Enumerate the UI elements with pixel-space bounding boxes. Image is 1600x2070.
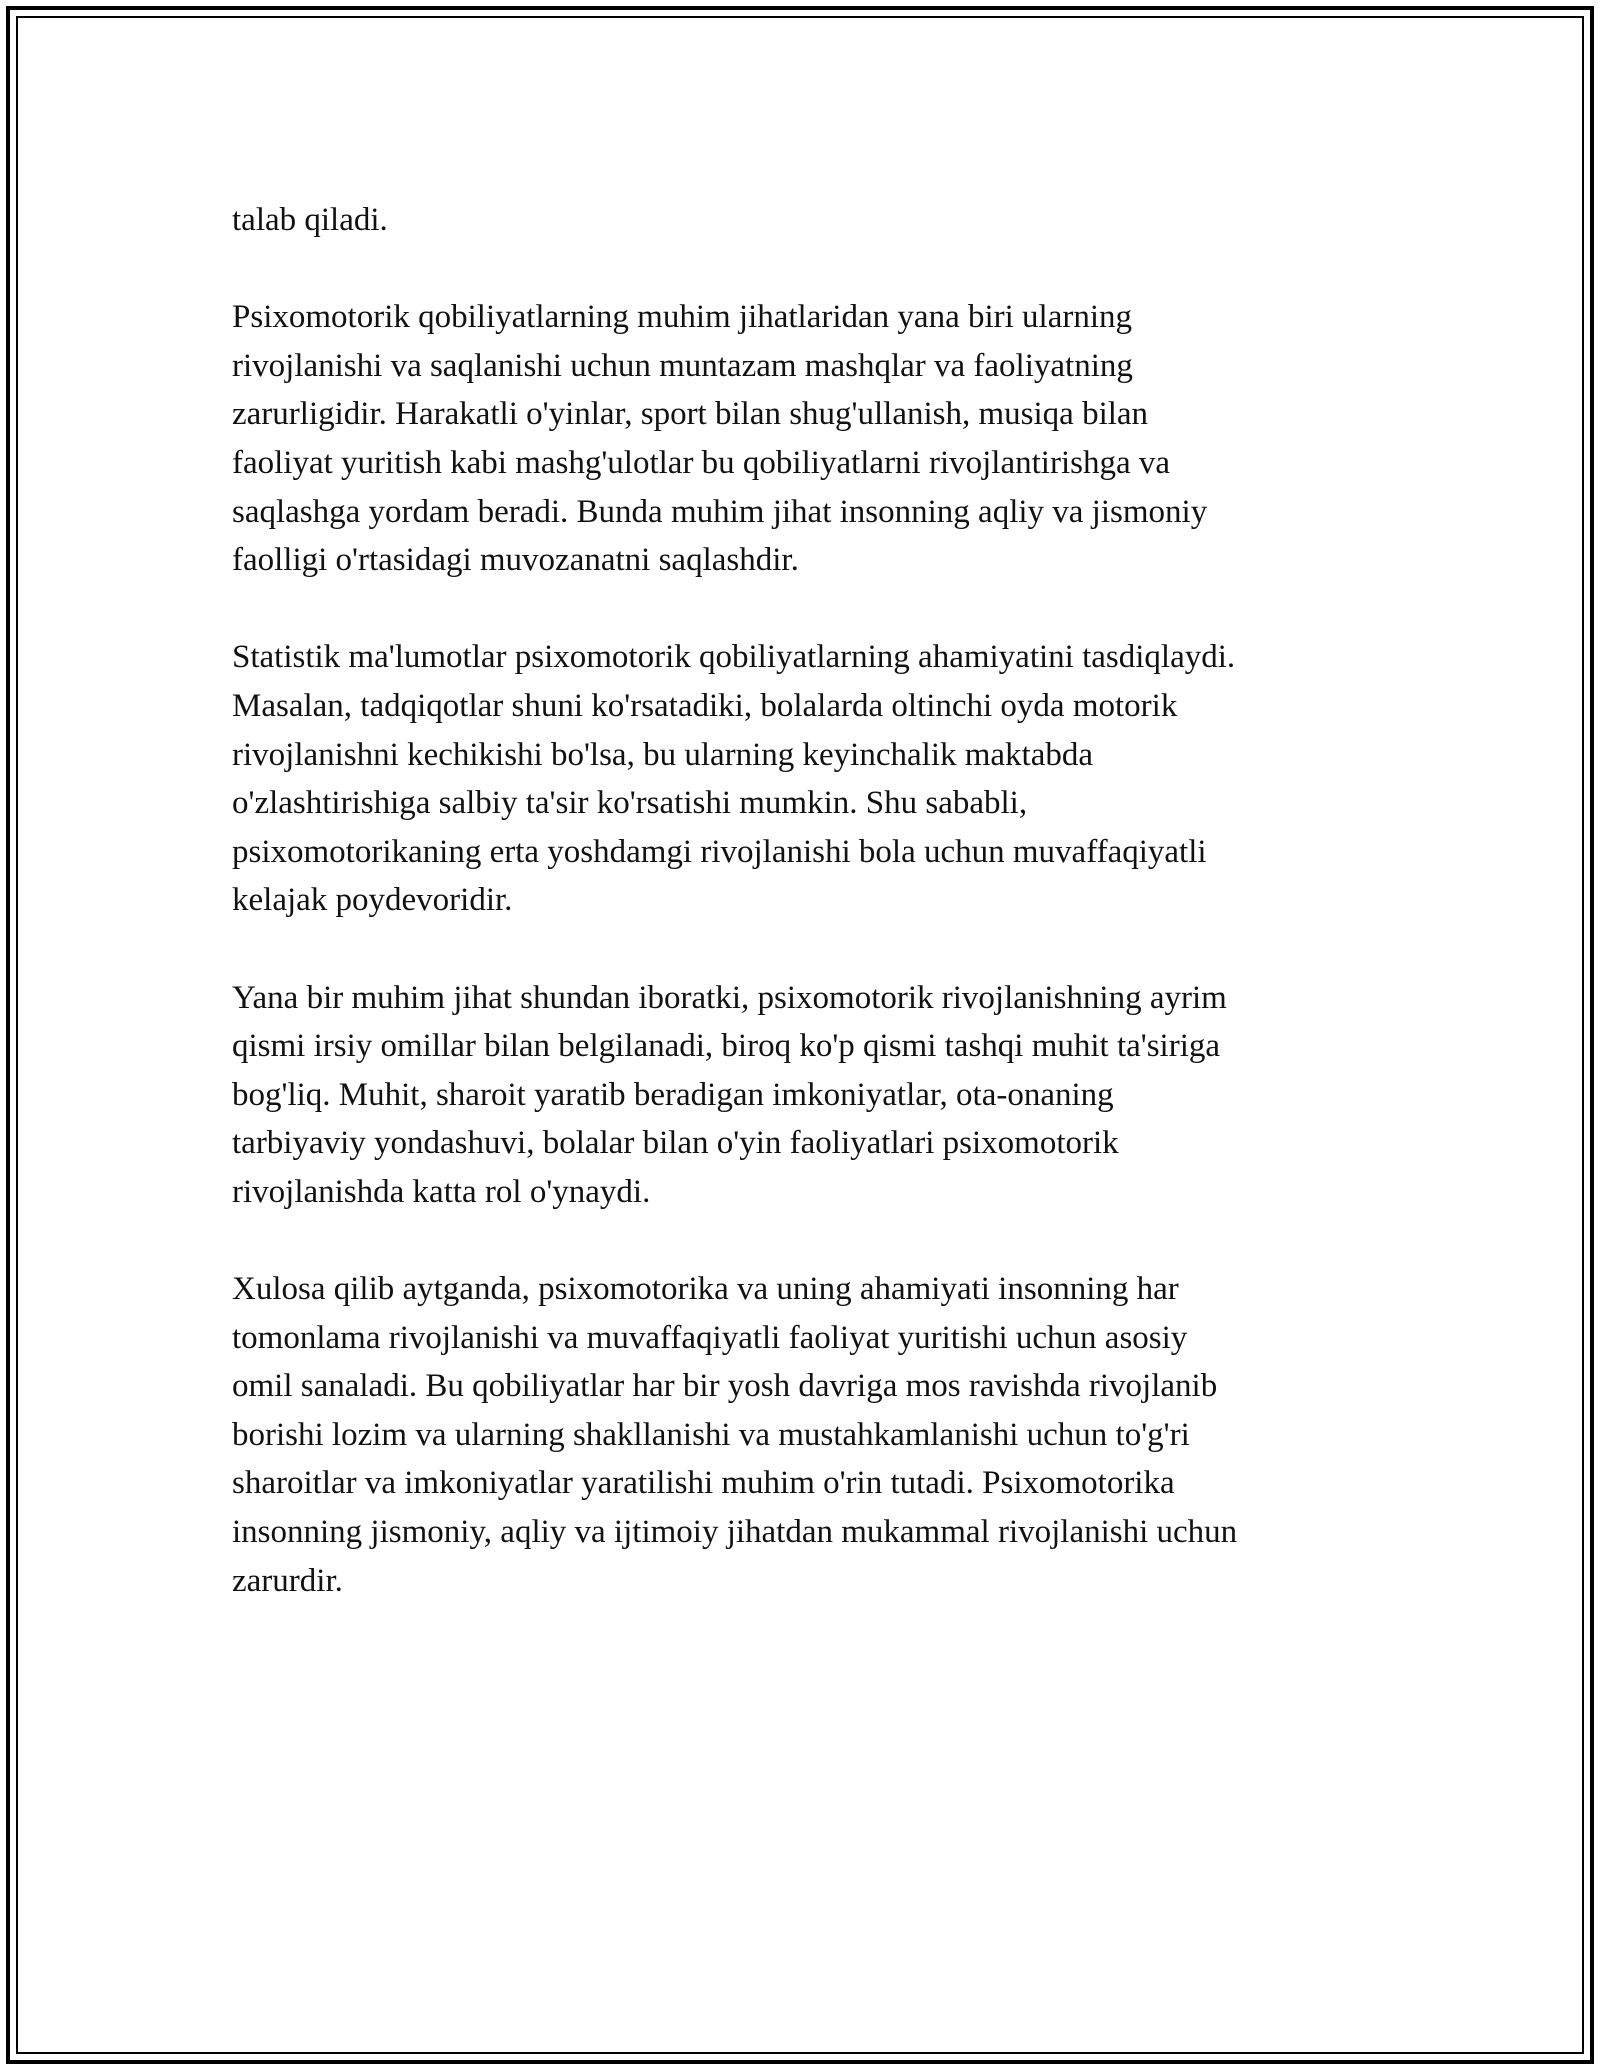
document-page <box>6 6 1594 2064</box>
paragraph-conclusion: Xulosa qilib aytganda, psixomotorika va uning ahamiyati insonning har tomonlama rivojlanishi va muvaffaqiyatli faoliyat yuritishi uchun asosiy omil sanaladi. Bu qobiliyatlar har bir yosh davriga mos ravishda rivojlanib borishi lozim va ularning shakllanishi va mustahkamlanishi uchun to'g'ri sharoitlar va imkoniyatlar yaratilishi muhim o'rin tutadi. Psixomotorika insonning jismoniy, aqliy va ijtimoiy jihatdan mukammal rivojlanishi uchun zarurdir. <box>232 1271 1238 1599</box>
paragraph-statistics: Statistik ma'lumotlar psixomotorik qobiliyatlarning ahamiyatini tasdiqlaydi. Masalan, tadqiqotlar shuni ko'rsatadiki, bolalarda oltinchi oyda motorik rivojlanishni kechikishi bo'lsa, bu ularning keyinchalik maktabda o'zlashtirishiga salbiy ta'sir ko'rsatishi mumkin. Shu sababli, psixomotorikaning erta yoshdamgi rivojlanishi bola uchun muvaffaqiyatli kelajak poydevoridir. <box>232 639 1236 919</box>
paragraph-continuation: talab qiladi. <box>232 202 388 238</box>
paragraph-practice: Psixomotorik qobiliyatlarning muhim jihatlaridan yana biri ularning rivojlanishi va saqlanishi uchun muntazam mashqlar va faoliyatning zarurligidir. Harakatli o'yinlar, sport bilan shug'ullanish, musiqa bilan faoliyat yuritish kabi mashg'ulotlar bu qobiliyatlarni rivojlantirishga va saqlashga yordam beradi. Bunda muhim jihat insonning aqliy va jismoniy faolligi o'rtasidagi muvozanatni saqlashdir. <box>232 299 1208 579</box>
paragraph-heredity: Yana bir muhim jihat shundan iboratki, psixomotorik rivojlanishning ayrim qismi irsiy omillar bilan belgilanadi, biroq ko'p qismi tashqi muhit ta'siriga bog'liq. Muhit, sharoit yaratib beradigan imkoniyatlar, ota-onaning tarbiyaviy yondashuvi, bolalar bilan o'yin faoliyatlari psixomotorik rivojlanishda katta rol o'ynaydi. <box>232 979 1227 1210</box>
document-body <box>232 196 1392 1654</box>
